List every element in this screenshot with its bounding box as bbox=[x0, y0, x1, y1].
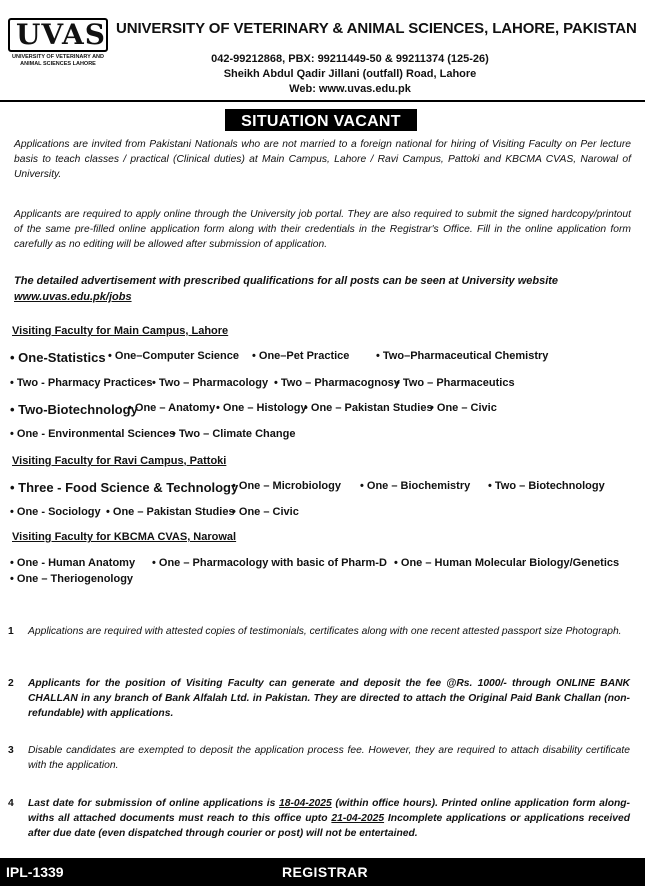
list-item: • Two – Pharmacology bbox=[152, 377, 269, 389]
list-item: • One – Human Molecular Biology/Genetics bbox=[394, 557, 620, 569]
list-item: • Two – Pharmacognosy bbox=[274, 377, 400, 389]
post-row bbox=[10, 573, 635, 593]
university-name: UNIVERSITY OF VETERINARY & ANIMAL SCIENCES, LAHORE, PAKISTAN bbox=[116, 20, 637, 37]
list-item: • One – Histology bbox=[216, 402, 307, 414]
post-row bbox=[10, 506, 635, 526]
list-item: • One – Microbiology bbox=[232, 480, 341, 492]
post-row bbox=[10, 402, 635, 422]
note-3 bbox=[8, 743, 630, 773]
logo-mark: UVAS bbox=[8, 18, 108, 52]
reference-number: IPL-1339 bbox=[6, 864, 64, 880]
post-row bbox=[10, 350, 635, 370]
documents-due-date: 21-04-2025 bbox=[331, 813, 385, 824]
intro-paragraph: Applications are invited from Pakistani Nationals who are not married to a foreign national for hiring of Visiting Faculty on Per lecture basis to teach classes / practical (Clinical duties) at Main Campus, Lahore / Ravi Campus, Pattoki and KBCMA CVAS, Narowal of University. bbox=[14, 139, 631, 180]
contact-block bbox=[120, 52, 580, 97]
note-text-part: (within office hours). Printed online application form along-withs all attached documents must reach to this office upto bbox=[28, 798, 630, 824]
post-row bbox=[10, 480, 635, 500]
note-2 bbox=[8, 676, 630, 721]
list-item: • Two–Pharmaceutical Chemistry bbox=[376, 350, 549, 362]
footer-bar bbox=[0, 858, 645, 886]
website-text: The detailed advertisement with prescribed qualifications for all posts can be seen at University website bbox=[14, 275, 559, 287]
phone-line: 042-99212868, PBX: 99211449-50 & 99211374 (125-26) bbox=[211, 53, 489, 65]
list-item: • Two – Climate Change bbox=[172, 428, 296, 440]
university-logo bbox=[8, 18, 108, 68]
list-item: • Two - Pharmacy Practices bbox=[10, 377, 153, 389]
list-item: • Two – Biotechnology bbox=[488, 480, 605, 492]
note-text: Applications are required with attested copies of testimonials, certificates along with one recent attested passport size Photograph. bbox=[28, 626, 622, 637]
website-paragraph bbox=[14, 273, 631, 305]
note-4 bbox=[8, 796, 630, 841]
jobs-link[interactable]: www.uvas.edu.pk/jobs bbox=[14, 291, 132, 303]
page-title: SITUATION VACANT bbox=[225, 109, 417, 131]
list-item: • One – Theriogenology bbox=[10, 573, 134, 585]
note-text-part: Last date for submission of online applications is bbox=[28, 798, 280, 809]
post-row bbox=[10, 377, 635, 397]
list-item: • One-Statistics bbox=[10, 350, 106, 365]
note-text: Disable candidates are exempted to deposit the application process fee. However, they are required to attach disability certificate with the application. bbox=[28, 745, 630, 771]
section-main-campus: Visiting Faculty for Main Campus, Lahore bbox=[12, 325, 229, 337]
list-item: • One – Pharmacology with basic of Pharm-D bbox=[152, 557, 387, 569]
instructions-paragraph: Applicants are required to apply online through the University job portal. They are also required to submit the signed hardcopy/printout of the same pre-filled online application form along with their credentials in the Registrar's Office. Fill in the online application form carefully as no editing will be allowed after submission of application. bbox=[14, 209, 631, 250]
list-item: • One–Computer Science bbox=[108, 350, 240, 362]
note-number: 4 bbox=[8, 798, 14, 809]
letterhead bbox=[0, 0, 645, 102]
list-item: • Three - Food Science & Technology bbox=[10, 480, 239, 495]
note-number: 1 bbox=[8, 626, 14, 637]
list-item: • One – Civic bbox=[430, 402, 497, 414]
logo-subtitle: UNIVERSITY OF VETERINARY AND ANIMAL SCIENCES LAHORE bbox=[12, 54, 104, 67]
section-kbcma: Visiting Faculty for KBCMA CVAS, Narowal bbox=[12, 531, 237, 543]
list-item: • One – Civic bbox=[232, 506, 299, 518]
note-1 bbox=[8, 624, 630, 639]
last-date: 18-04-2025 bbox=[279, 798, 332, 809]
list-item: • One – Anatomy bbox=[128, 402, 216, 414]
post-row bbox=[10, 428, 635, 448]
note-text bbox=[28, 796, 630, 841]
note-number: 2 bbox=[8, 678, 14, 689]
list-item: • One – Pakistan Studies bbox=[304, 402, 433, 414]
note-text-part: Incomplete applications or applications received after due date (even dispatched through courier or post) will not be entertained. bbox=[28, 813, 630, 839]
section-ravi-campus: Visiting Faculty for Ravi Campus, Pattoki bbox=[12, 455, 227, 467]
list-item: • One – Biochemistry bbox=[360, 480, 471, 492]
address-line: Sheikh Abdul Qadir Jillani (outfall) Road, Lahore bbox=[223, 68, 477, 80]
list-item: • One–Pet Practice bbox=[252, 350, 350, 362]
list-item: • Two-Biotechnology bbox=[10, 402, 138, 417]
list-item: • One – Pakistan Studies bbox=[106, 506, 235, 518]
website-line: Web: www.uvas.edu.pk bbox=[289, 83, 411, 95]
note-number: 3 bbox=[8, 745, 14, 756]
list-item: • One - Sociology bbox=[10, 506, 101, 518]
list-item: • One - Human Anatomy bbox=[10, 557, 136, 569]
list-item: • One - Environmental Sciences bbox=[10, 428, 176, 440]
note-text: Applicants for the position of Visiting Faculty can generate and deposit the fee @Rs. 1000/- through ONLINE BANK CHALLAN in any branch of Bank Alfalah Ltd. in Pakistan. They are directed to attach the Original Paid Bank Challan (non-refundable) with applications. bbox=[28, 678, 630, 719]
signatory: REGISTRAR bbox=[282, 864, 369, 880]
list-item: • Two – Pharmaceutics bbox=[396, 377, 515, 389]
